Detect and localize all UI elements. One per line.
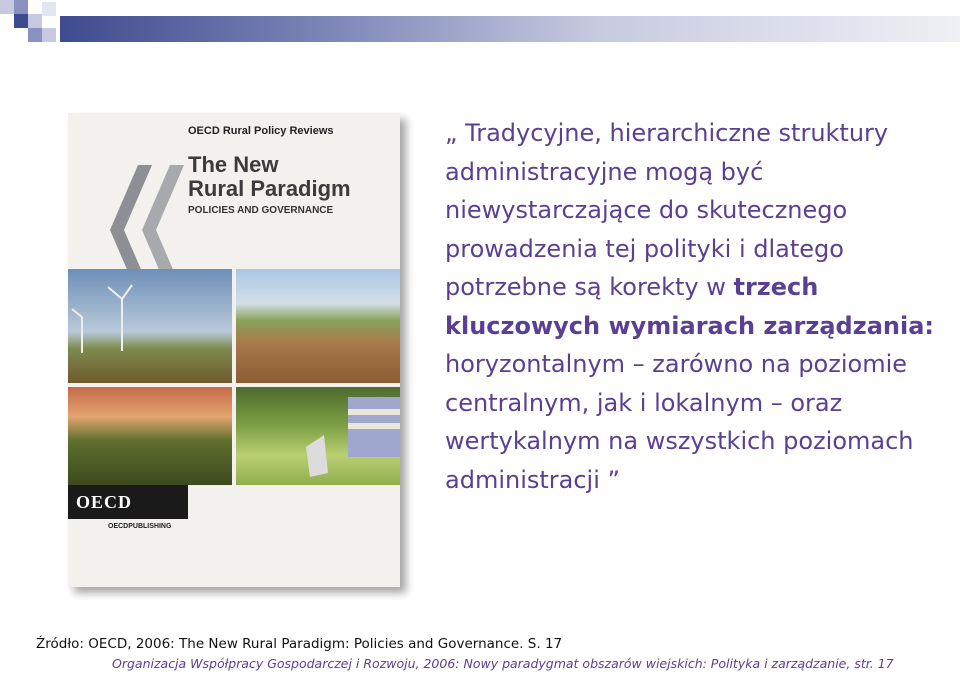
decor-square: [14, 14, 28, 28]
citation-line: Organizacja Współpracy Gospodarczej i Rozwoju, 2006: Nowy paradygmat obszarów wiejskich: Polityka i zarządzanie, str. 17: [112, 656, 894, 671]
decor-square: [42, 2, 56, 16]
cover-subtitle: POLICIES AND GOVERNANCE: [188, 205, 334, 216]
cover-title-line1: The New: [188, 152, 279, 177]
decor-square: [28, 14, 42, 28]
oecd-logo-text: OECD: [76, 492, 133, 512]
laptop-icon: [236, 387, 400, 485]
banner-gradient: [60, 16, 960, 42]
cover-title: [188, 153, 351, 201]
oecd-publishing-label: OECDPUBLISHING: [108, 523, 172, 530]
book-cover-image: [68, 113, 400, 587]
photo-vineyard: [68, 387, 232, 485]
decor-square: [28, 28, 42, 42]
quote-text: „ Tradycyjne, hierarchiczne struktury administracyjne mogą być niewystarczające do skutecznego prowadzenia tej polityki i dlatego potrzebne są korekty w: [445, 119, 889, 301]
quote-text: horyzontalnym – zarówno na poziomie centralnym, jak i lokalnym – oraz wertykalnym na wszystkich poziomach administracji ”: [445, 350, 914, 494]
wind-turbine-icon: [68, 269, 232, 383]
photo-tuscan-field: [236, 269, 400, 383]
source-line: Źródło: OECD, 2006: The New Rural Paradigm: Policies and Governance. S. 17: [36, 636, 563, 652]
photo-laptop-grass: [236, 387, 400, 485]
decor-square: [0, 0, 14, 14]
top-decoration-bar: [0, 0, 960, 58]
decor-square: [14, 0, 28, 14]
cover-series-label: OECD Rural Policy Reviews: [188, 125, 334, 137]
decor-square: [42, 28, 56, 42]
cover-title-line2: Rural Paradigm: [188, 176, 351, 201]
photo-wind-farm: [68, 269, 232, 383]
quote-emphasis: trzech kluczowych wymiarach zarządzania:: [445, 273, 934, 340]
main-quote: [445, 114, 945, 499]
oecd-logo: [68, 485, 188, 519]
